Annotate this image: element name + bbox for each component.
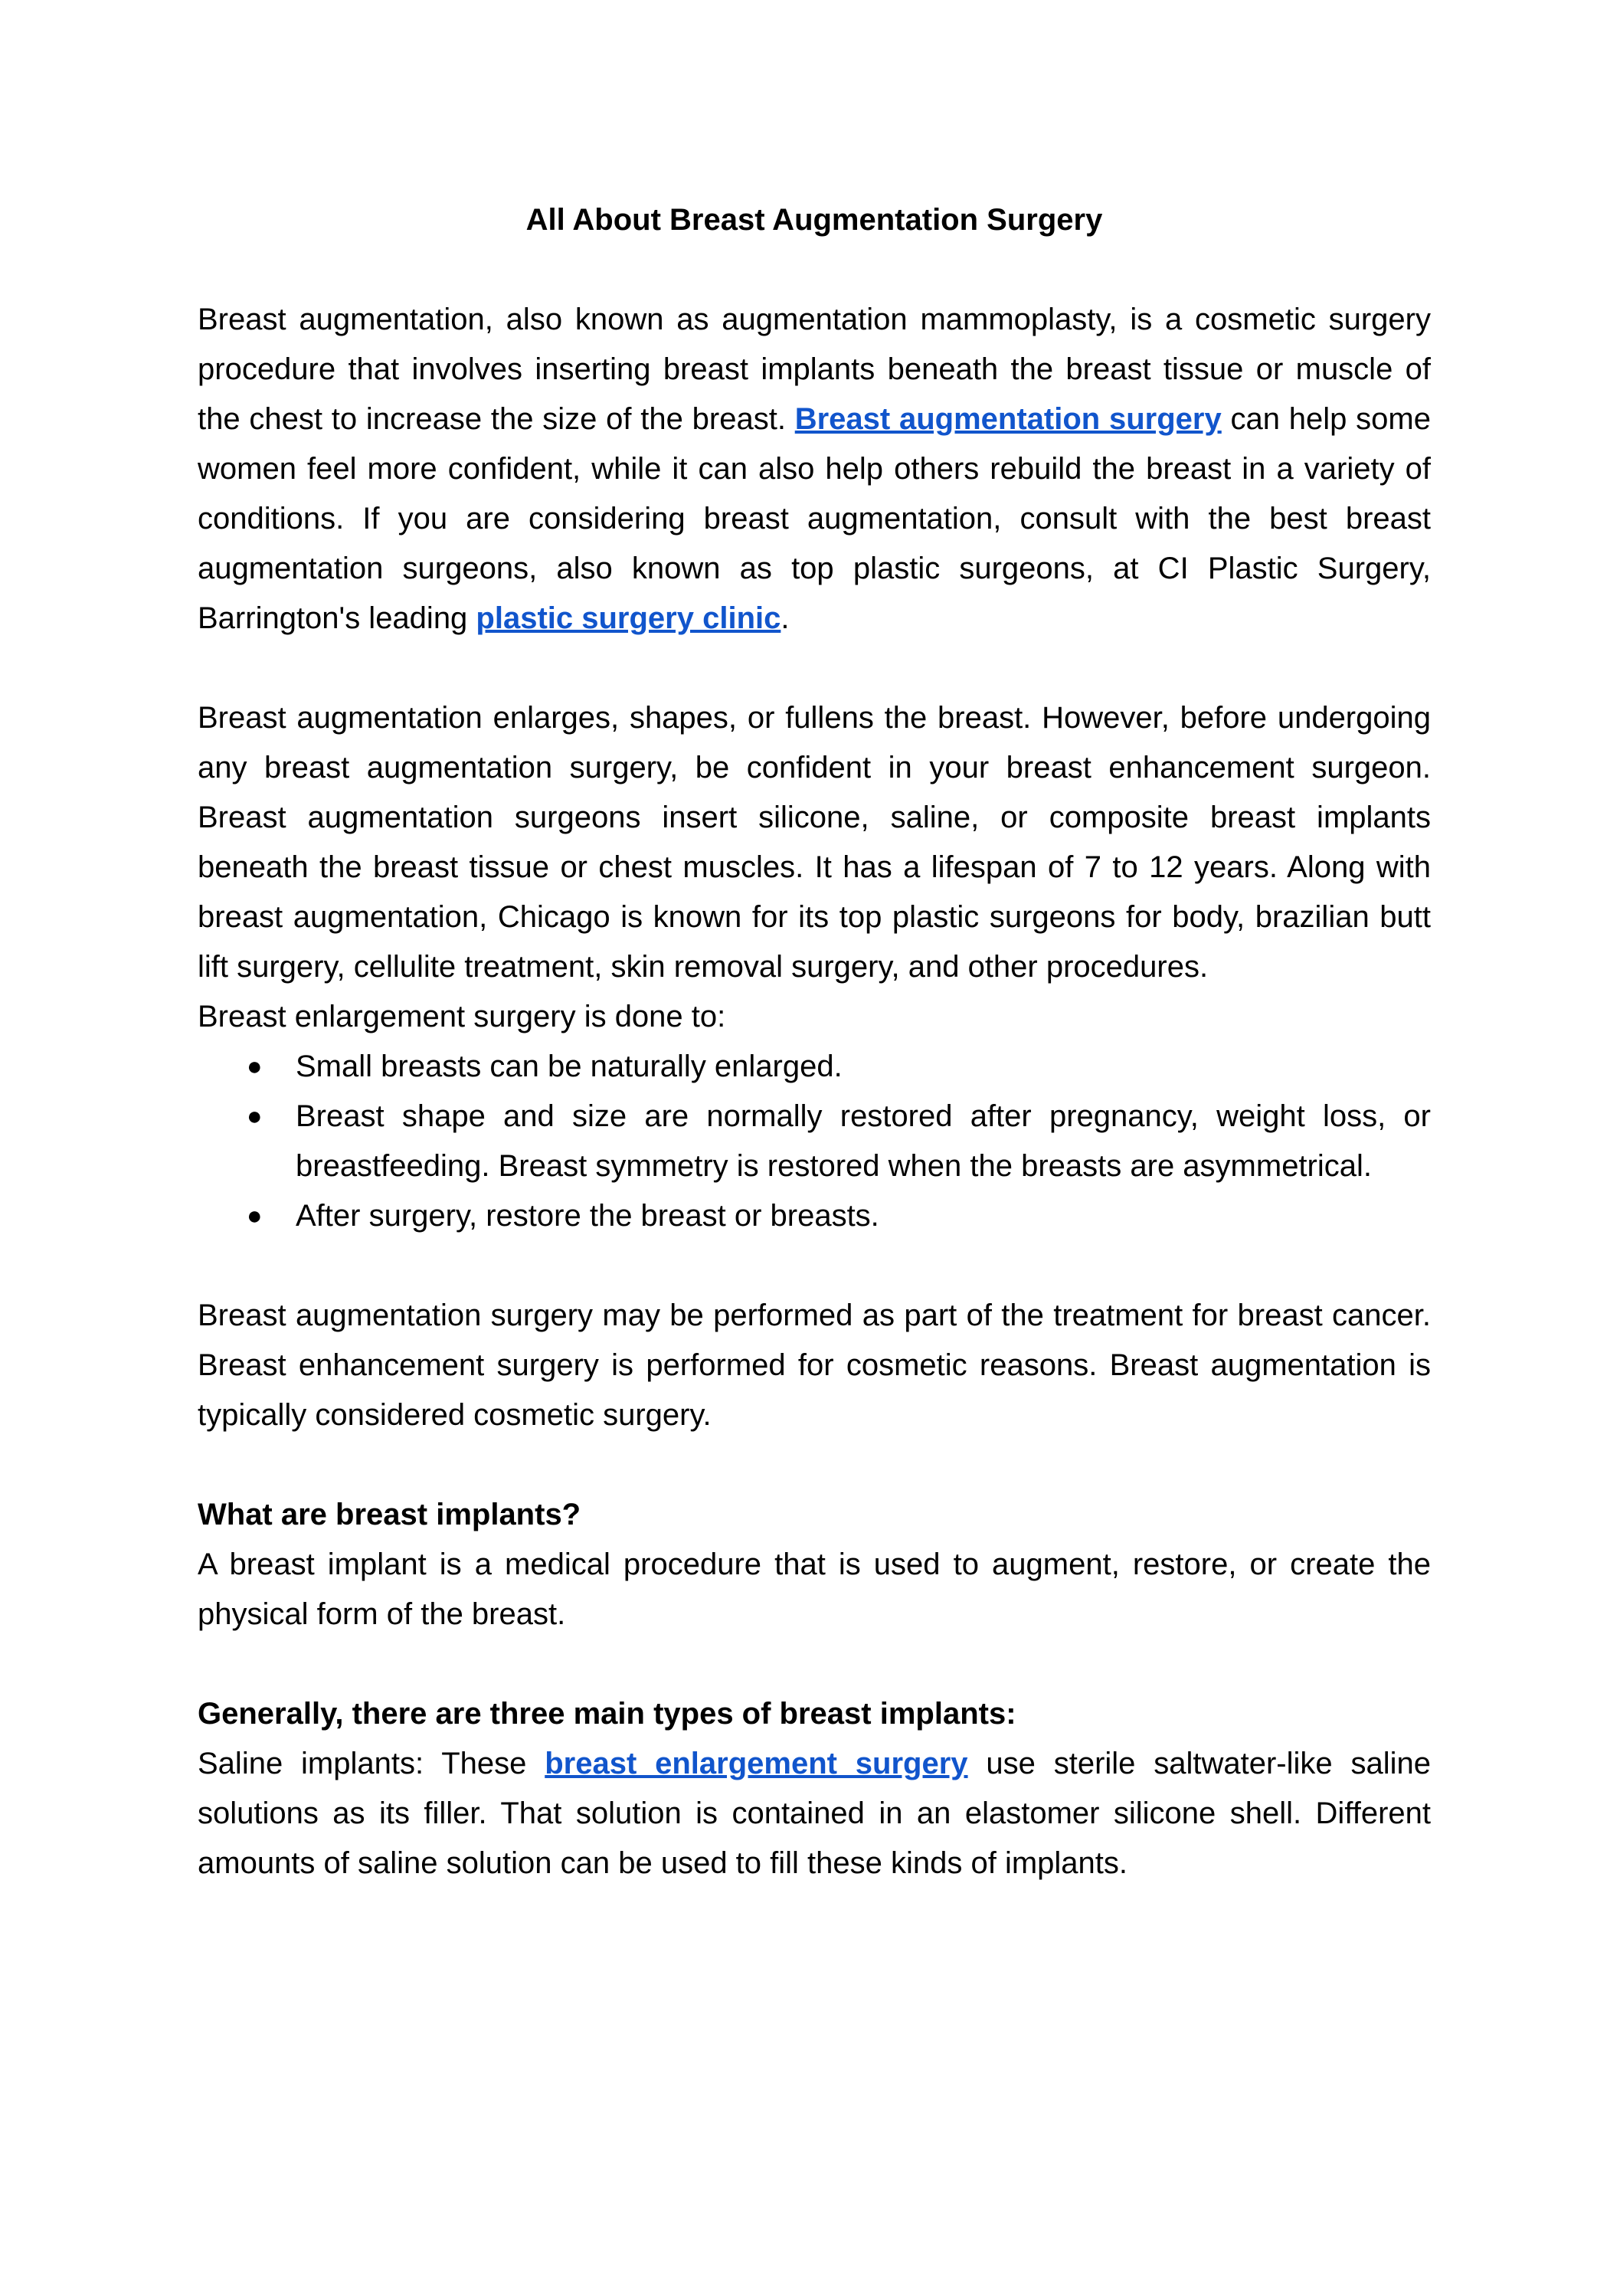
enlargement-paragraph: Breast augmentation enlarges, shapes, or fullens the breast. However, before undergoing any breast augmentation surgery, be confident in your breast enhancement surgeon. Breast augmentation surgeons insert silicone, saline, or composite breast implants beneath the breast tissue or chest muscles. It has a lifespan of 7 to 12 years. Along with breast augmentation, Chicago is known for its top plastic surgeons for body, brazilian butt lift surgery, cellulite treatment, skin removal surgery, and other procedures.	[198, 701, 1431, 984]
breast-enlargement-surgery-link[interactable]: breast enlargement surgery	[545, 1747, 968, 1780]
bullet-icon: ●	[247, 1201, 263, 1230]
cancer-paragraph: Breast augmentation surgery may be performed as part of the treatment for breast cancer. Breast enhancement surgery is performed for cosmetic reasons. Breast augmentation is typically considered cosmetic surgery.	[198, 1299, 1431, 1432]
implants-heading: What are breast implants?	[198, 1498, 581, 1531]
intro-text-middle: can help some women feel more confident, while it can also help others rebuild the breast in a variety of conditions. If you are considering breast augmentation, consult with the best breast augmentation surgeons, also known as top plastic surgeons, at CI Plastic Surgery, Barrington's leading	[198, 402, 1431, 635]
list-item	[247, 1092, 1431, 1191]
list-item	[247, 1191, 1431, 1241]
breast-augmentation-surgery-link[interactable]: Breast augmentation surgery	[794, 402, 1222, 436]
list-item-text: After surgery, restore the breast or breasts.	[296, 1199, 879, 1233]
list-item	[247, 1042, 1431, 1092]
list-item-text: Breast shape and size are normally restored after pregnancy, weight loss, or breastfeeding. Breast symmetry is restored when the breasts are asymmetrical.	[296, 1099, 1431, 1183]
bullet-icon: ●	[247, 1052, 263, 1081]
reasons-list	[198, 1042, 1431, 1241]
intro-text-end: .	[781, 601, 790, 635]
list-item-text: Small breasts can be naturally enlarged.	[296, 1050, 843, 1083]
saline-paragraph	[198, 1739, 1431, 1888]
spacer	[198, 644, 1431, 693]
spacer	[198, 1241, 1431, 1291]
intro-paragraph	[198, 295, 1431, 644]
implant-types-heading: Generally, there are three main types of breast implants:	[198, 1697, 1016, 1731]
saline-text-start: Saline implants: These	[198, 1747, 545, 1780]
bullet-icon: ●	[247, 1102, 263, 1131]
intro-text-start: Breast augmentation, also known as augmentation mammoplasty, is a cosmetic surgery procedure that involves inserting breast implants beneath the breast tissue or muscle of the chest to increase the size of the breast.	[198, 303, 1431, 436]
spacer	[198, 1440, 1431, 1490]
spacer	[198, 1639, 1431, 1689]
plastic-surgery-clinic-link[interactable]: plastic surgery clinic	[476, 601, 781, 635]
implants-paragraph: A breast implant is a medical procedure that is used to augment, restore, or create the physical form of the breast.	[198, 1548, 1431, 1631]
document-title: All About Breast Augmentation Surgery	[525, 203, 1103, 237]
document-page	[198, 195, 1431, 1888]
list-intro: Breast enlargement surgery is done to:	[198, 1000, 726, 1033]
saline-text-end: use sterile saltwater-like saline solutions as its filler. That solution is contained in an elastomer silicone shell. Different amounts of saline solution can be used to fill these kinds of implants.	[198, 1747, 1431, 1880]
